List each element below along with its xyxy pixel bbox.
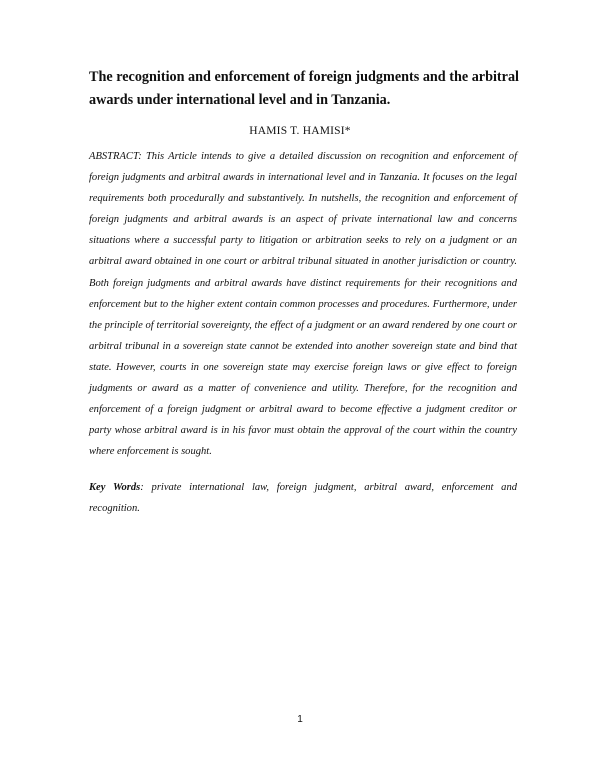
keywords-label: Key Words — [89, 482, 141, 493]
paper-title: The recognition and enforcement of foreign judgments and the arbitral awards under international level and in Tanzania. — [89, 69, 519, 108]
keywords-paragraph — [89, 477, 517, 519]
abstract-paragraph: ABSTRACT: This Article intends to give a detailed discussion on recognition and enforcement of foreign judgments and arbitral awards in international level and in Tanzania. It focuses on the legal requirements both procedurally and substantively. In nutshells, the recognition and enforcement of foreign judgments and arbitral awards is an aspect of private international law and concerns situations where a successful party to litigation or arbitration seeks to rely on a judgment or an arbitral award obtained in one court or arbitral tribunal situated in another jurisdiction or country. Both foreign judgments and arbitral awards have distinct requirements for their recognitions and enforcement but to the higher extent contain common processes and procedures. Furthermore, under the principle of territorial sovereignty, the effect of a judgment or an award rendered by one court or arbitral tribunal in a sovereign state cannot be extended into another sovereign state and bind that state. However, courts in one sovereign state may exercise foreign laws or give effect to foreign judgments or award as a matter of convenience and utility. Therefore, for the recognition and enforcement of a foreign judgment or arbitral award to become effective a judgment creditor or party whose arbitral award is in his favor must obtain the approval of the court within the country where enforcement is sought. — [89, 151, 517, 458]
keywords-text: : private international law, foreign judgment, arbitral award, enforcement and recognition. — [89, 482, 517, 515]
page-number: 1 — [297, 714, 303, 725]
author-name: HAMIS T. HAMISI* — [249, 125, 351, 137]
